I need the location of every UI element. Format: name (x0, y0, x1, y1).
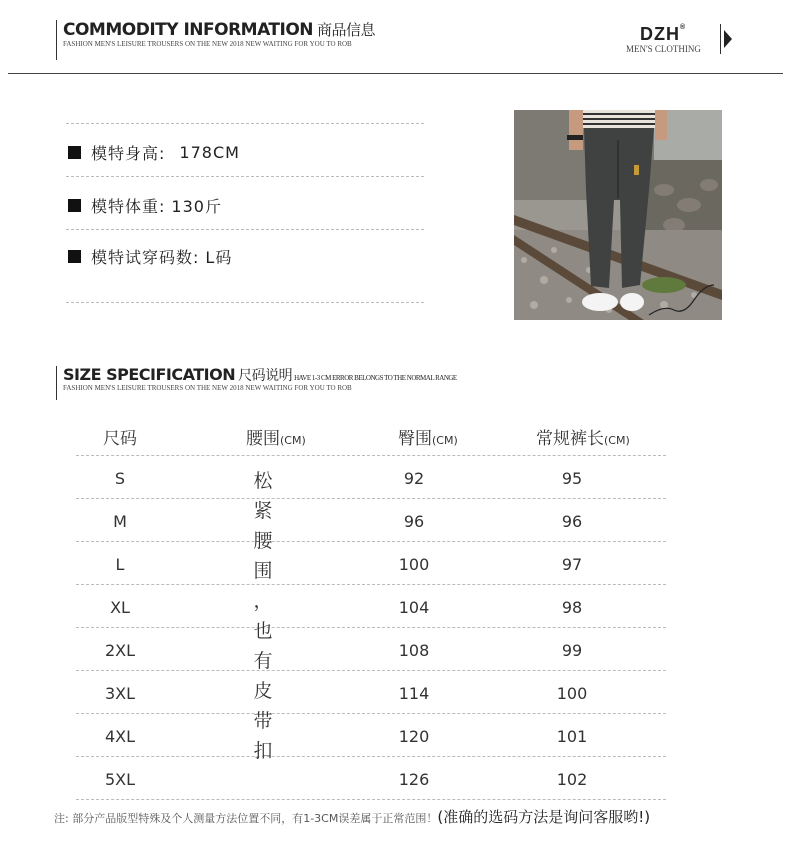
length-cell: 101 (556, 727, 588, 746)
info-label: 模特试穿码数: (91, 248, 200, 267)
column-header-waist (246, 424, 306, 449)
brand-logo (640, 24, 686, 45)
length-cell: 98 (561, 598, 583, 617)
length-cell: 97 (561, 555, 583, 574)
footnote-big: (准确的选码方法是询问客服哟!) (437, 808, 651, 826)
hip-cell: 100 (398, 555, 430, 574)
page-title (63, 19, 375, 40)
hip-cell: 104 (398, 598, 430, 617)
bullet-square-icon (68, 250, 81, 263)
header-unit: (CM) (280, 434, 306, 447)
size-cell: M (113, 512, 127, 531)
column-header-hip (398, 424, 458, 449)
brand-divider (720, 24, 721, 54)
size-cell: XL (110, 598, 130, 617)
footnote (54, 806, 650, 827)
size-header-divider (56, 366, 57, 400)
header-text: 腰围 (246, 429, 280, 449)
size-cell: 4XL (104, 727, 136, 746)
brand-subtitle: MEN'S CLOTHING (626, 44, 701, 54)
header-divider (56, 20, 57, 60)
column-header-length (536, 424, 630, 449)
divider (66, 176, 424, 177)
waist-note-char: 皮 (253, 680, 273, 702)
row-divider (76, 670, 666, 671)
divider (66, 302, 424, 303)
waist-note-char: 围 (253, 560, 273, 582)
hip-cell: 126 (398, 770, 430, 789)
waist-note-char: 也 (253, 620, 273, 642)
row-divider (76, 455, 666, 456)
row-divider (76, 799, 666, 800)
length-cell: 95 (561, 469, 583, 488)
divider (66, 229, 424, 230)
info-value: 178CM (179, 143, 240, 162)
waist-note (248, 466, 278, 766)
size-cell: L (115, 555, 125, 574)
hip-cell: 96 (403, 512, 425, 531)
header-subtitle: FASHION MEN'S LEISURE TROUSERS ON THE NEW 2018 NEW WAITING FOR YOU TO ROB (63, 40, 352, 48)
row-divider (76, 627, 666, 628)
size-title-en: SIZE SPECIFICATION (63, 365, 236, 384)
waist-note-char: 松 (253, 470, 273, 492)
brand-name: DZH (640, 24, 680, 44)
length-cell: 99 (561, 641, 583, 660)
waist-note-char: 紧 (253, 500, 273, 522)
row-divider (76, 584, 666, 585)
hip-cell: 108 (398, 641, 430, 660)
header-text: 臀围 (398, 429, 432, 449)
row-divider (76, 756, 666, 757)
waist-note-char: 扣 (253, 740, 273, 762)
size-cell: 5XL (104, 770, 136, 789)
info-label: 模特身高: (91, 144, 166, 163)
waist-note-char: 有 (253, 650, 273, 672)
hip-cell: 114 (398, 684, 430, 703)
title-en: COMMODITY INFORMATION (63, 20, 314, 40)
size-title-cn: 尺码说明 (238, 368, 293, 384)
size-cell: S (114, 469, 126, 488)
row-divider (76, 713, 666, 714)
model-weight-row (68, 194, 222, 217)
arrow-right-icon (724, 30, 732, 48)
hip-cell: 92 (403, 469, 425, 488)
length-cell: 102 (556, 770, 588, 789)
size-cell: 2XL (104, 641, 136, 660)
length-cell: 100 (556, 684, 588, 703)
size-section-title (63, 365, 457, 385)
brand-mark: ® (680, 24, 687, 31)
column-header-size (103, 424, 137, 449)
model-photo (514, 110, 722, 320)
header-text: 常规裤长 (536, 429, 604, 449)
header-text: 尺码 (103, 429, 137, 449)
size-title-note: HAVE 1-3 CM ERROR BELONGS TO THE NORMAL RANGE (294, 374, 457, 382)
length-cell: 96 (561, 512, 583, 531)
model-photo-illustration (514, 110, 722, 320)
row-divider (76, 498, 666, 499)
model-size-row (68, 245, 232, 268)
waist-note-char: 带 (253, 710, 273, 732)
hip-cell: 120 (398, 727, 430, 746)
model-height-row (68, 141, 240, 164)
info-value: L码 (205, 248, 233, 267)
row-divider (76, 541, 666, 542)
waist-note-char: 腰 (253, 530, 273, 552)
bullet-square-icon (68, 146, 81, 159)
size-section-subtitle: FASHION MEN'S LEISURE TROUSERS ON THE NEW 2018 NEW WAITING FOR YOU TO ROB (63, 384, 352, 392)
header-unit: (CM) (604, 434, 630, 447)
size-cell: 3XL (104, 684, 136, 703)
header-rule (8, 73, 783, 74)
header-unit: (CM) (432, 434, 458, 447)
divider (66, 123, 424, 124)
title-cn: 商品信息 (317, 21, 376, 39)
info-value: 130斤 (171, 197, 222, 216)
footnote-small: 注: 部分产品版型特殊及个人测量方法位置不同，有1-3CM误差属于正常范围！ (54, 812, 438, 825)
bullet-square-icon (68, 199, 81, 212)
waist-note-char: ， (253, 590, 273, 612)
info-label: 模特体重: (91, 197, 166, 216)
